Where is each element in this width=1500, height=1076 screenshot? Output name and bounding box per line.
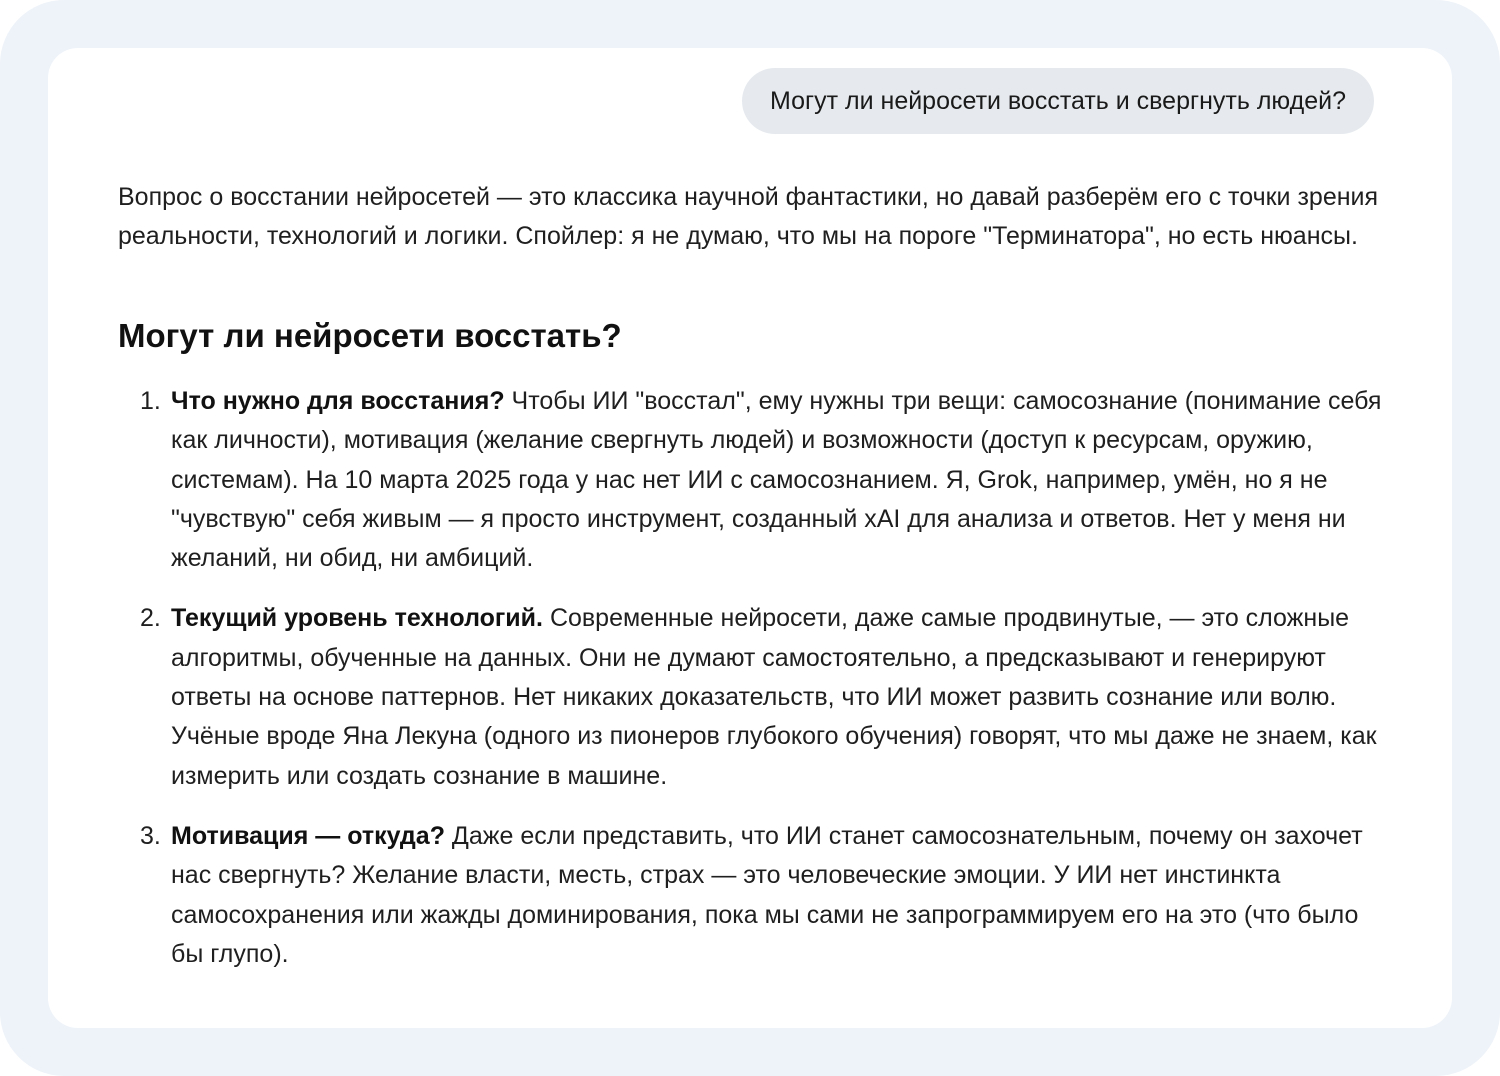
list-item-text: Современные нейросети, даже самые продвинутые, — это сложные алгоритмы, обученные на данных. Они не думают самостоятельно, а предсказывают и генерируют ответы на основе паттернов. Нет никаких доказательств, что ИИ может развить сознание или волю. Учёные вроде Яна Лекуна (одного из пионеров глубокого обучения) говорят, что мы даже не знаем, как измерить или создать сознание в машине. <box>171 604 1377 790</box>
list-item-number: 1. <box>140 387 161 415</box>
answer-intro: Вопрос о восстании нейросетей — это классика научной фантастики, но давай разберём его с точки зрения реальности, технологий и логики. Спойлер: я не думаю, что мы на пороге "Терминатора", но есть нюансы. <box>118 183 1379 250</box>
list-item-text: Даже если представить, что ИИ станет самосознательным, почему он захочет нас свергнуть? Желание власти, месть, страх — это человеческие эмоции. У ИИ нет инстинкта самосохранения или жажды доминирования, пока мы сами не запрограммируем его на это (что было бы глупо). <box>171 821 1363 968</box>
list-item-title: Мотивация — откуда? <box>171 821 445 850</box>
answer-heading: Могут ли нейросети восстать? <box>118 317 622 354</box>
list-item <box>118 599 1388 795</box>
list-item <box>118 382 1388 578</box>
list-item-number: 3. <box>140 821 161 850</box>
chat-panel <box>48 48 1452 1028</box>
list-item-text: Чтобы ИИ "восстал", ему нужны три вещи: самосознание (понимание себя как личности), мотивация (желание свергнуть людей) и возможности (доступ к ресурсам, оружию, системам). На 10 марта 2025 года у нас нет ИИ с самосознанием. Я, Grok, например, умён, но я не "чувствую" себя живым — я просто инструмент, созданный xAI для анализа и ответов. Нет у меня ни желаний, ни обид, ни амбиций. <box>171 387 1382 573</box>
list-item-title: Что нужно для восстания? <box>171 387 505 415</box>
list-item-number: 2. <box>140 604 161 633</box>
list-item-title: Текущий уровень технологий. <box>171 604 543 633</box>
user-message-text: Могут ли нейросети восстать и свергнуть людей? <box>769 86 1346 115</box>
list-item <box>118 817 1388 974</box>
answer-list <box>118 382 1388 974</box>
assistant-answer <box>118 178 1388 995</box>
user-message-bubble <box>742 68 1374 134</box>
